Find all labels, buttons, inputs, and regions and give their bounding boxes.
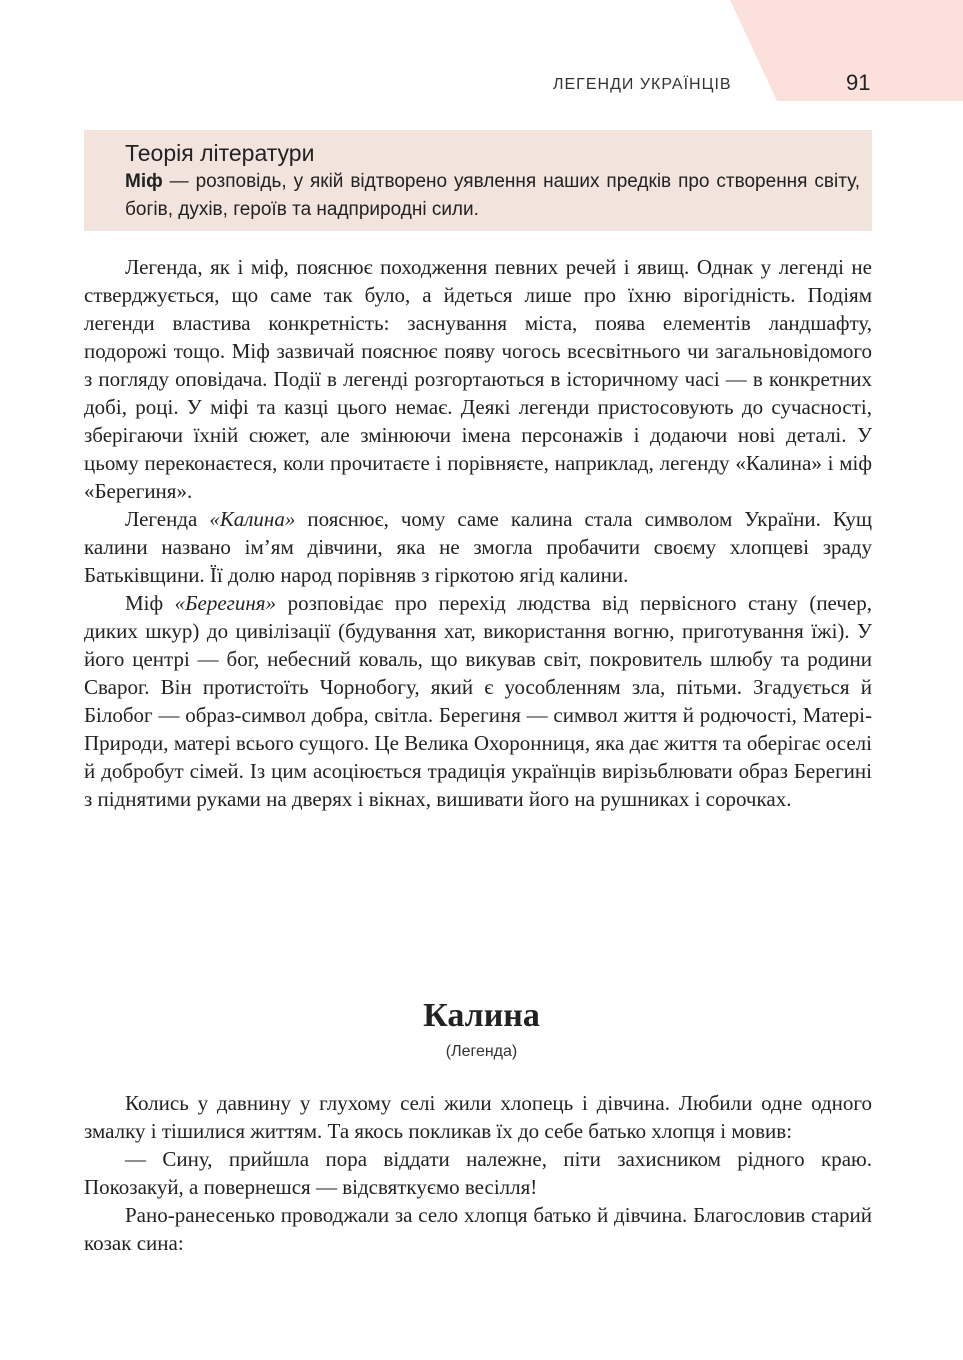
myth-term: Міф [125,171,163,192]
page-corner-decoration [0,0,963,101]
intro-p3-rest: розповідає про перехід людства від первісного стану (печер, диких шкур) до цивілізації (будування хат, використання вогню, приготування їжі). У його центрі — бог, небесний коваль, що викував світ, покровитель шлюбу та родини Сварог. Він протистоїть Чорнобогу, який є уособленням зла, пітьми. Згадується й Білобог — образ-символ добра, світла. Берегиня — символ життя й родючості, Матері-Природи, матері всього сущого. Це Велика Охоронниця, яка дає життя та оберігає оселі й добробут сімей. Із цим асоціюється традиція українців вирізьблювати образ Берегині з піднятими руками на дверях і вікнах, вишивати його на рушниках і сорочках. [84,591,872,811]
story-paragraph-1: Колись у давнину у глухому селі жили хлопець і дівчина. Любили одне одного змалку і тішилися життям. Та якось покликав їх до себе батько хлопця і мовив: [84,1091,872,1143]
story-paragraph-3: Рано-ранесенько проводжали за село хлопця батько й дівчина. Благословив старий козак сина: [84,1203,872,1255]
page-number: 91 [846,70,871,95]
story-subtitle: (Легенда) [445,1043,518,1060]
intro-p2-start: Легенда [125,507,210,531]
intro-paragraph-3 [84,589,872,813]
intro-text [84,253,872,813]
intro-p3-start: Міф [125,591,175,615]
story-paragraph-2: — Сину, прийшла пора віддати належне, піти захисником рідного краю. Покозакуй, а повернешся — відсвяткуємо весілля! [84,1147,872,1199]
myth-definition-text: — розповідь, у якій відтворено уявлення наших предків про створення світу, богів, духів, героїв та надприродні сили. [125,171,860,220]
kalyna-title-mention: «Калина» [209,507,296,531]
berehynia-title-mention: «Берегиня» [174,591,277,615]
literature-theory-box [84,130,872,231]
story-text [84,1089,872,1257]
intro-p2-rest: пояснює, чому саме калина стала символом України. Кущ калини названо ім’ям дівчини, яка не змогла пробачити своєму хлопцеві зраду Батьківщини. Її долю народ порівняв з гіркотою ягід калини. [84,507,872,587]
intro-paragraph-2 [84,505,872,589]
theory-box-title: Теорія літератури [125,140,315,166]
intro-paragraph-1: Легенда, як і міф, пояснює походження певних речей і явищ. Однак у легенді не стверджується, що саме так було, а йдеться лише про їхню вірогідність. Подіям легенди властива конкретність: заснування міста, поява елементів ландшафту, подорожі тощо. Міф зазвичай пояснює появу чогось всесвітнього чи загальновідомого з погляду оповідача. Події в легенді розгортаються в історичному часі — в конкретних добі, році. У міфі та казці цього немає. Деякі легенди пристосовують до сучасності, зберігаючи їхній сюжет, але змінюючи імена персонажів і додаючи нові деталі. У цьому переконаєтеся, коли прочитаєте і порівняєте, наприклад, легенду «Калина» і міф «Берегиня». [84,255,872,503]
running-header-title: ЛЕГЕНДИ УКРАЇНЦІВ [553,76,732,93]
myth-definition [125,168,860,224]
story-title: Калина [423,997,540,1034]
